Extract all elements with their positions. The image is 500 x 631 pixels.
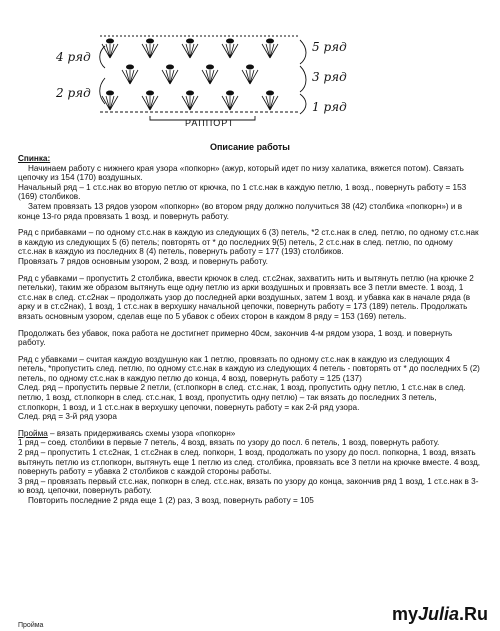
watermark-part3: .Ru <box>459 604 488 624</box>
paragraph: Ряд с убавками – считая каждую воздушную как 1 петлю, провязать по одному ст.с.нак в каждую из следующих 4 петель, *пропустить след. петлю, по одному ст.с.нак в каждую из следующих 4 петель - повторять от * до последних 5 (2) петель, по одному ст.с.нак в каждую петлю до конца, 4 возд, повернуть работу = 125 (137) <box>18 354 480 383</box>
row-label-left-2: 2 ряд <box>56 86 91 100</box>
row-label-left-4: 4 ряд <box>56 50 91 64</box>
watermark-part2: Julia <box>417 604 459 624</box>
paragraph: Ряд с прибавками – по одному ст.с.нак в каждую из следующих 6 (3) петель, *2 ст.с.нак в след. петлю, по одному ст.с.нак в каждую из следующих 5 (6) петель; повторять от * до последних 9(5) петель, 2 ст.с.нак в след. петлю, по одному ст.с.нак в каждую из последних 8 (4) петель, повернуть работу = 177 (193) столбиков. <box>18 228 479 257</box>
paragraph: Продолжать без убавок, пока работа не достигнет примерно 40см, закончив 4-м рядом узора, 1 возд. и повернуть работу. <box>18 328 453 348</box>
armhole-intro <box>18 429 480 439</box>
armhole-intro-text: – вязать придерживаясь схемы узора «попкорн» <box>47 428 236 438</box>
paragraph: Провязать 7 рядов основным узором, 2 возд. и повернуть работу. <box>18 256 268 266</box>
row-label-right-1: 1 ряд <box>312 100 347 114</box>
paragraph: 1 ряд – соед. столбики в первые 7 петель, 4 возд, вязать по узору до посл. 6 петель, 1 возд, повернуть работу. <box>18 438 440 448</box>
paragraph: Затем провязать 13 рядов узором «попкорн» (во втором ряду должно получиться 38 (42) столбика «попкорн») и в конце 13-го ряда провязать 1 возд. и повернуть работу. <box>18 201 463 221</box>
paragraph: Начинаем работу с нижнего края узора «попкорн» (ажур, который идет по низу халатика, вяжется потом). Связать цепочку из 154 (170) воздушных. <box>18 163 464 183</box>
back-section-title: Спинка: <box>18 154 51 163</box>
row-label-right-3: 3 ряд <box>312 70 347 84</box>
paragraph: Начальный ряд – 1 ст.с.нак во вторую петлю от крючка, по 1 ст.с.нак в каждую петлю, 1 возд., повернуть работу = 153 (169) столбиков. <box>18 182 467 202</box>
crochet-chart <box>0 0 500 140</box>
rapport-label: РАППОРТ <box>185 118 235 128</box>
site-watermark <box>392 604 488 625</box>
section-heading: Описание работы <box>210 142 290 152</box>
pattern-description <box>18 154 480 506</box>
paragraph: Повторить последние 2 ряда еще 1 (2) раз, 3 возд, повернуть работу = 105 <box>28 496 314 505</box>
paragraph: След. ряд = 3-й ряд узора <box>18 412 117 422</box>
paragraph: След. ряд – пропустить первые 2 петли, (ст.попкорн в след. ст.с.нак, 1 возд, пропустить одну петлю, 1 ст.с.нак в след. петлю, 1 возд, ст.попкорн в след. ст.с.нак, 1 возд, пропустить одну петлю) – так вязать до последних 3 петель, ст.попкорн, 1 возд, и 1 ст.с.нак в верхушку цепочки, повернуть работу = как 2-й ряд узора. <box>18 383 466 412</box>
stitch-chart-svg <box>0 0 500 130</box>
footer-fragment: Пройма <box>18 622 44 629</box>
armhole-title: Пройма <box>18 428 48 438</box>
watermark-part1: my <box>391 604 418 624</box>
row-label-right-5: 5 ряд <box>312 40 347 54</box>
paragraph: 2 ряд – пропустить 1 ст.с2нак, 1 ст.с2нак в след. попкорн, 1 возд, продолжать по узору до посл. попкорна, 1 возд, вязать вытянуть петлю из ст.попкорн, вытянуть еще 1 петлю из след. столбика, провязать все 3 петли на крючке вместе. 4 возд, повернуть работу = убавка 2 столбиков с каждой стороны работы. <box>18 448 480 477</box>
paragraph: Ряд с убавками – пропустить 2 столбика, ввести крючок в след. ст.с2нак, захватить нить и вытянуть петлю (на крючке 2 петельки), таким же образом вытянуть еще одну петлю из арки воздушных и провязать все 3 петли вместе. 1 возд, 1 ст.с.нак в след. ст.с2нак – продолжать узор до последней арки воздушных, затем 1 возд. и убавка как в начале ряда (в арку и в ст.с2нак), 1 возд, 1 ст.с.нак в верхушку начальной цепочки, повернуть работу = 173 (189) петель. Продолжать вязать основным узором, сделав еще по 5 убавок с обеих сторон в каждом 8 ряду = 153 (169) петель. <box>18 273 474 321</box>
paragraph: 3 ряд – провязать первый ст.с.нак, попкорн в след. ст.с.нак, вязать по узору до конца, закончив ряд 1 возд, 1 ст.с.нак в 3-ю возд. цепочки, повернуть работу. <box>18 476 479 496</box>
